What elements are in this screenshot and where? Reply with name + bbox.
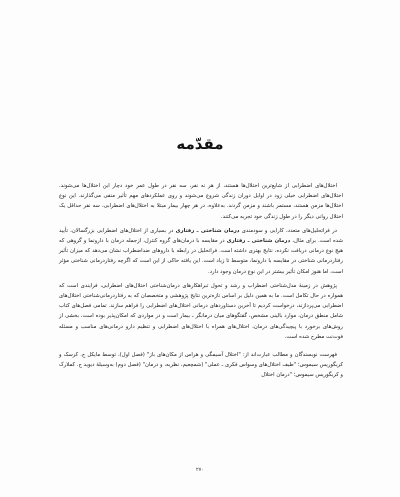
page-title: مقدّمه [176,135,224,153]
bold-term: درمان شناختی ـ رفتاری [175,227,240,234]
paragraph-text: فهرست نویسندگان و مطالب عبارت‌اند از: "اختلال آسیمگی و هراس از مکان‌های باز" (فصل اول)، توسط مایکل ج. کرسک و کریگوریس سیموس؛ "طیف اختلال‌های وسواس فکری ـ عملی" (شمچعیم، نظریه، و درمان" (فصل دوم) به‌وسیلهٔ دیوید ج. کملارک و کریگوریس سیموس؛ "درمان اختلال [59,352,343,379]
paragraph-text: اختلال‌های اضطرابی از شایع‌ترین اختلال‌ها هستند، از هر نه نفر، سه نفر در طول عمر خود دچار این اختلال‌ها می‌شوند. اختلال‌های اضطرابی خیلی زود در اوایل دوران زندگی شروع می‌شوند و روی عملکردهای مهم تأثیر منفی می‌گذارند. این نوع اختلال‌ها مزمن هستند، مستمر باشند و مزمن گردند. به‌علاوه، در هر چهار بیمار مبتلا به اختلال‌های اضطرابی، سه نفر حداقل یک اختلال روانی دیگر را در طول زندگی خود تجربه می‌کنند. [59,183,343,220]
paragraph [59,281,343,342]
bold-term: درمان شناختی ـ رفتاری [226,238,291,245]
page-number: ۲۷۰ [195,467,205,473]
paragraph-text: در فراتحلیل‌های متعدد، کارایی و سودمندی [239,227,338,234]
paragraph-text: پژوهش در زمینهٔ مدل‌شناختی اضطراب و رشد و تحول تبراهکارهای درمان‌شناختی اختلال‌های اضطرابی، فرایندی است که همواره در حال تکامل است. ما به همین دلیل بر اساس تازه‌ترین نتایج پژوهشی و متخصصان که به رفتاردرمانی‌شناختی اختلال‌های اضطرابی می‌پردازند، درخواست کردیم تا آخرین دستاوردهای درمانی اختلال‌های اضطرابی را فراهم سازند. تمامی فصل‌های کتاب شامل منطق درمان، موارد بالینی مشخص، گفتگوهای میان درمانگر ـ بیمار است و در مواردی که امکان‌پذیر بوده است، بخشی از روش‌های برخورد با پیچیدگی‌های درمان، اختلال‌های همراه با اختلال‌های اضطرابی و تنظیم دارو درمانی‌های مناسب و مسئله فوت‌نت مطرح شده است. [59,282,343,340]
paragraph [59,226,343,277]
paragraph [59,181,343,222]
paragraph-text: در بسیاری از اختلال‌های اضطرابی بزرگسالان، تأیید شده است. برای مثال، [59,227,343,245]
paragraph-text: در مقایسه با درمان‌های گروه کنترل، ازجمله درمان با دارونما و گروهی که هیچ نوع درمانی دریافت نکرده، نتایج بهتری داشته است. فراتحلیل در رابطه با داروهای ضداضطراب نشان می‌دهد که میزان تأثیر رفتاردرمانی شناختی در مقایسه با دارونما، متوسط تا زیاد است. این یافته حاکی از این است که اگرچه رفتاردرمانی شناختی مؤثر است، اما هنوز امکان تأثیر بیشتر در این نوع درمان وجود دارد. [59,238,343,275]
document-body [59,181,343,385]
paragraph [59,350,343,381]
